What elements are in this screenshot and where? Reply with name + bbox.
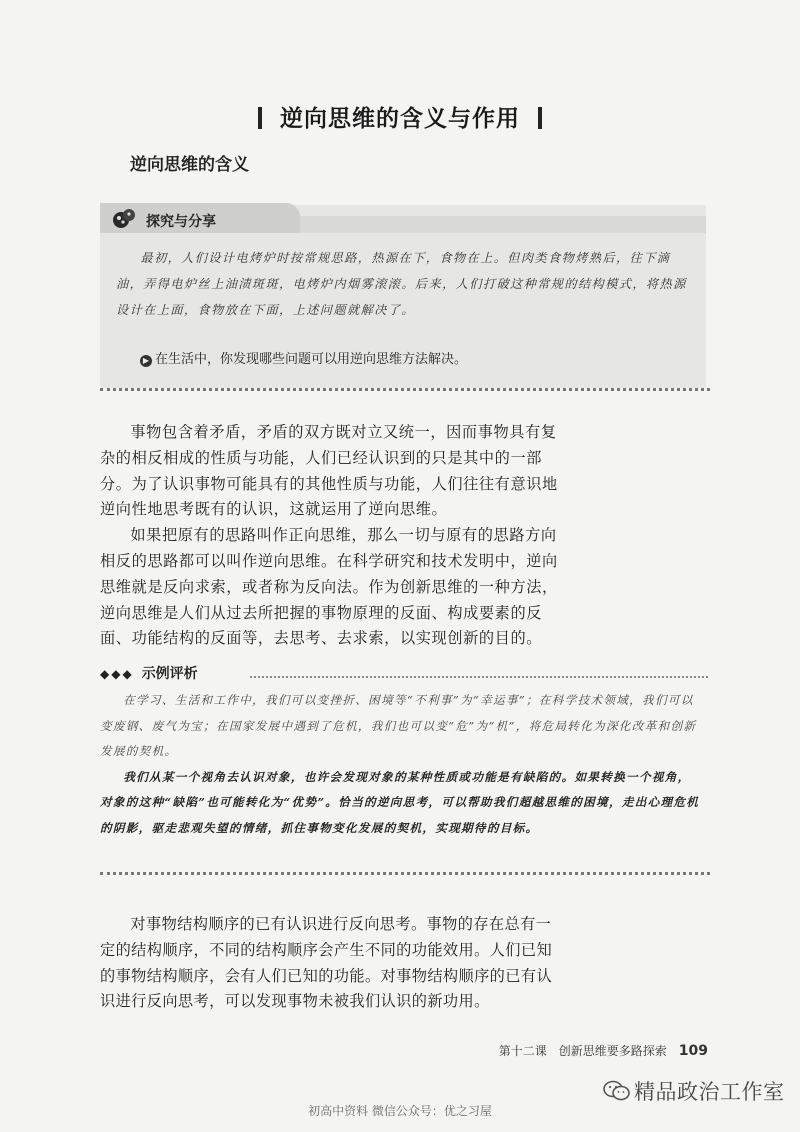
body-text [100, 420, 565, 652]
page-number: 109 [678, 1043, 708, 1059]
footer-lesson: 第十二课 创新思维要多路探索 [498, 1044, 667, 1058]
page-footer [499, 1042, 708, 1059]
body-text-2 [100, 912, 565, 1015]
example-paragraph-2: 我们从某一个视角去认识对象，也许会发现对象的某种性质或功能是有缺陷的。如果转换一个视角，对象的这种“缺陷”也可能转化为“优势”。恰当的逆向思考，可以帮助我们超越思维的困境，走出心理危机的阴影，驱走悲观失望的情绪，抓住事物变化发展的契机，实现期待的目标。 [100, 769, 700, 835]
explore-share-icon [112, 207, 136, 231]
subsection-heading: 逆向思维的含义 [130, 155, 249, 175]
explore-box-text [116, 245, 696, 323]
title-bar-right [538, 107, 542, 129]
explore-question: ▶ 在生活中，你发现哪些问题可以用逆向思维方法解决。 [140, 348, 467, 367]
explore-paragraph: 最初，人们设计电烤炉时按常规思路，热源在下，食物在上。但肉类食物烤熟后，往下滴油，弄得电炉丝上油渍斑斑，电烤炉内烟雾滚滚。后来，人们打破这种常规的结构模式，将热源设计在上面，食物放在下面，上述问题就解决了。 [116, 251, 687, 317]
section-title: 逆向思维的含义与作用 [0, 100, 800, 133]
example-divider [100, 872, 710, 875]
example-heading-line [250, 676, 708, 678]
example-paragraph-1: 在学习、生活和工作中，我们可以变挫折、困境等“不利事”为“幸运事”；在科学技术领域，我们可以变废钢、废气为宝；在国家发展中遇到了危机，我们也可以变“危”为“机”，将危局转化为深化改革和创新发展的契机。 [100, 693, 697, 758]
diamond-bullets-icon: ◆◆◆ [100, 667, 134, 681]
body-paragraph-2: 如果把原有的思路叫作正向思维，那么一切与原有的思路方向相反的思路都可以叫作逆向思维。在科学研究和技术发明中，逆向思维就是反向求索，或者称为反向法。作为创新思维的一种方法，逆向思维是人们从过去所把握的事物原理的反面、构成要素的反面、功能结构的反面等，去思考、去求索，以实现创新的目的。 [100, 526, 558, 648]
explore-box-label: 探究与分享 [146, 214, 216, 230]
play-arrow-icon: ▶ [140, 355, 152, 367]
body2-paragraph-1: 对事物结构顺序的已有认识进行反向思考。事物的存在总有一定的结构顺序，不同的结构顺序会产生不同的功能效用。人们已知的事物结构顺序，会有人们已知的功能。对事物结构顺序的已有认识进行反向思考，可以发现事物未被我们认识的新功用。 [100, 915, 553, 1011]
explore-box-divider [100, 388, 710, 391]
example-heading: ◆◆◆ 示例评析 [100, 666, 198, 682]
watermark-text: 精品政治工作室 [634, 1080, 785, 1104]
wechat-icon [602, 1079, 632, 1103]
source-line: 初高中资料 微信公众号：优之习屋 [308, 1104, 492, 1118]
body-paragraph-1: 事物包含着矛盾，矛盾的双方既对立又统一，因而事物具有复杂的相反相成的性质与功能，人们已经认识到的只是其中的一部分。为了认识事物可能具有的其他性质与功能，人们往往有意识地逆向性地思考既有的认识，这就运用了逆向思维。 [100, 423, 558, 519]
title-bar-left [258, 107, 262, 129]
example-text [100, 688, 700, 841]
